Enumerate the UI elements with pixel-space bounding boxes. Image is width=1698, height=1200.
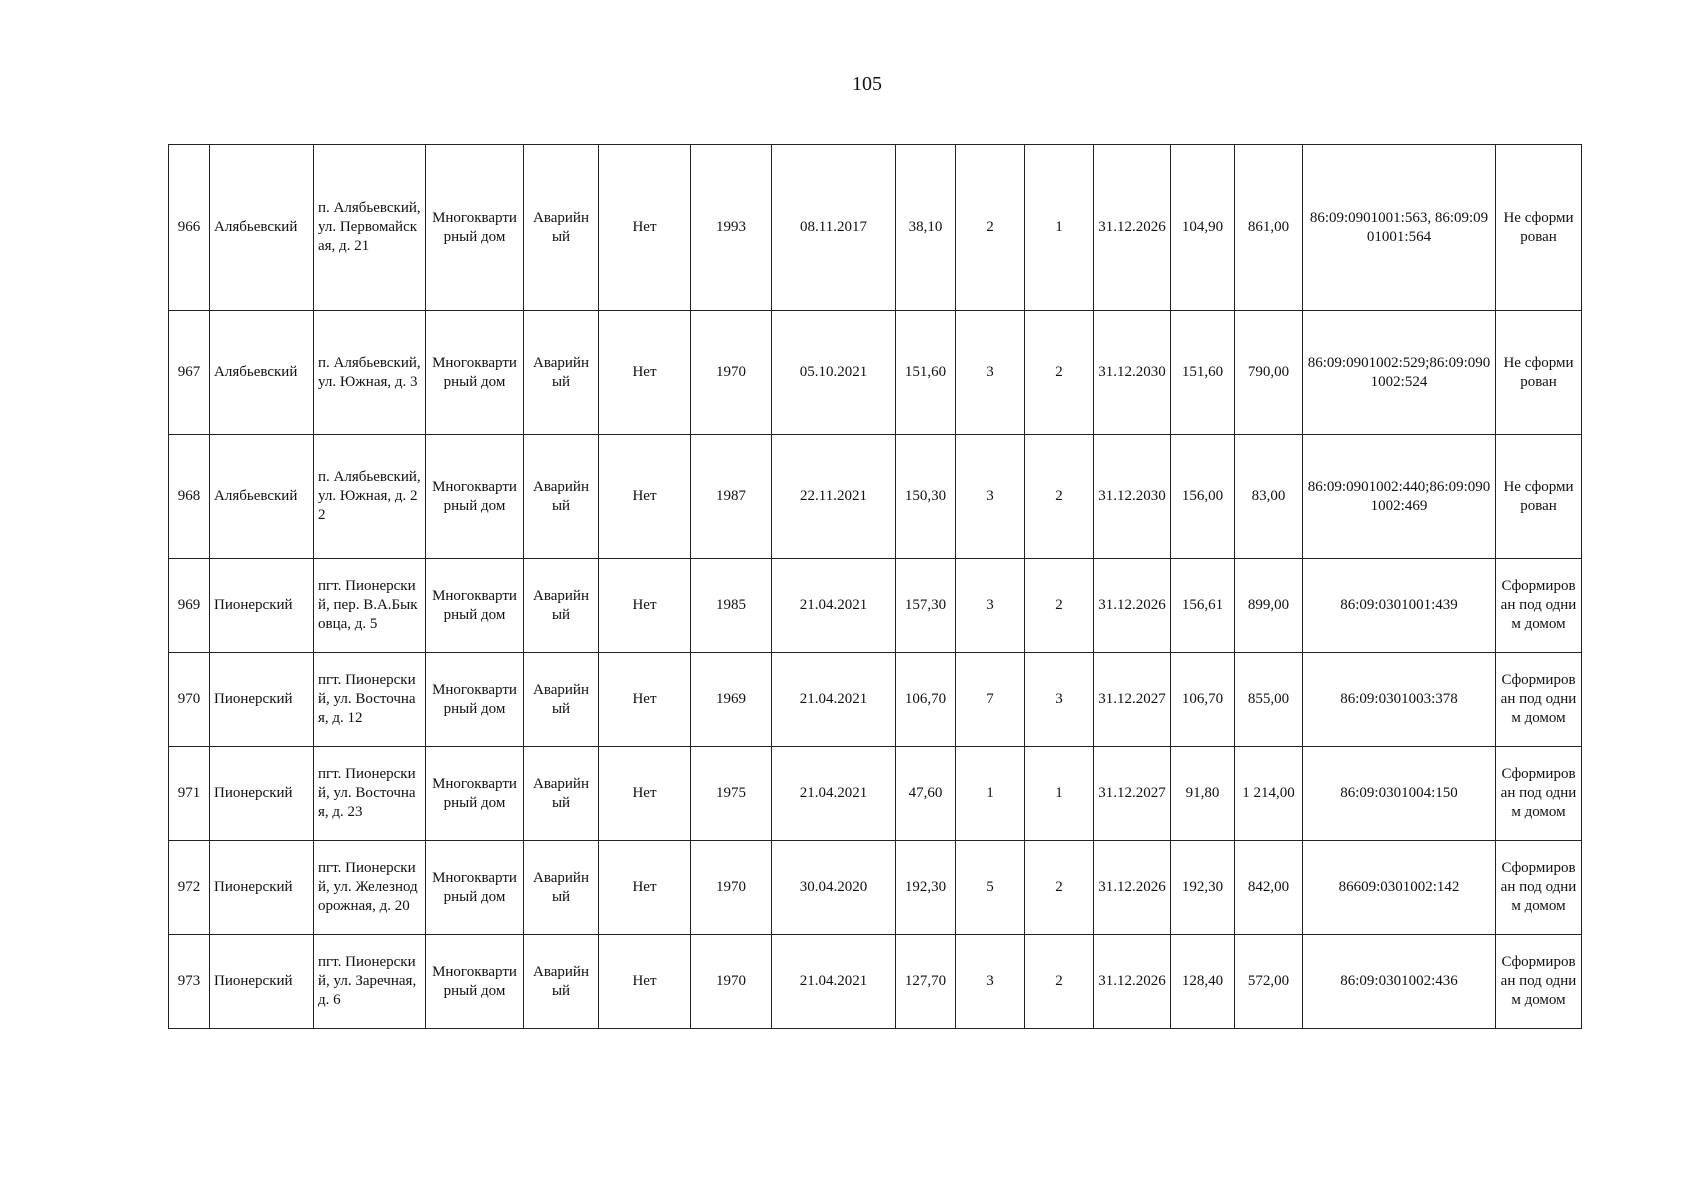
condition-cell: Аварийный <box>524 653 599 747</box>
row-number: 968 <box>169 435 210 559</box>
recognition-date-cell: 22.11.2021 <box>772 435 896 559</box>
flag-cell: Нет <box>599 653 691 747</box>
building-type-cell: Многоквартирный дом <box>426 145 524 311</box>
table-row <box>169 435 1582 559</box>
year-cell: 1993 <box>691 145 772 311</box>
area-cell: 47,60 <box>896 747 956 841</box>
count-cell: 1 <box>1025 145 1094 311</box>
area-cell: 192,30 <box>896 841 956 935</box>
land-plot-status-cell: Сформирован под одним домом <box>1496 559 1582 653</box>
settlement-cell: Пионерский <box>210 841 314 935</box>
land-area-cell: 855,00 <box>1235 653 1303 747</box>
settlement-cell: Алябьевский <box>210 311 314 435</box>
count-cell: 3 <box>956 311 1025 435</box>
building-type-cell: Многоквартирный дом <box>426 559 524 653</box>
condition-cell: Аварийный <box>524 935 599 1029</box>
year-cell: 1987 <box>691 435 772 559</box>
condition-cell: Аварийный <box>524 559 599 653</box>
address-cell: п. Алябьевский, ул. Первомайская, д. 21 <box>314 145 426 311</box>
cadastral-number-cell: 86:09:0301002:436 <box>1303 935 1496 1029</box>
recognition-date-cell: 21.04.2021 <box>772 559 896 653</box>
year-cell: 1970 <box>691 311 772 435</box>
year-cell: 1985 <box>691 559 772 653</box>
settlement-cell: Пионерский <box>210 559 314 653</box>
table-row <box>169 559 1582 653</box>
recognition-date-cell: 08.11.2017 <box>772 145 896 311</box>
table-row <box>169 311 1582 435</box>
land-plot-status-cell: Не сформирован <box>1496 145 1582 311</box>
area-cell: 151,60 <box>896 311 956 435</box>
recognition-date-cell: 30.04.2020 <box>772 841 896 935</box>
cadastral-number-cell: 86609:0301002:142 <box>1303 841 1496 935</box>
recognition-date-cell: 21.04.2021 <box>772 653 896 747</box>
settlement-cell: Алябьевский <box>210 435 314 559</box>
land-area-cell: 1 214,00 <box>1235 747 1303 841</box>
row-number: 971 <box>169 747 210 841</box>
total-area-cell: 128,40 <box>1171 935 1235 1029</box>
resettlement-deadline-cell: 31.12.2027 <box>1094 747 1171 841</box>
address-cell: п. Алябьевский, ул. Южная, д. 22 <box>314 435 426 559</box>
cadastral-number-cell: 86:09:0901001:563, 86:09:0901001:564 <box>1303 145 1496 311</box>
land-area-cell: 572,00 <box>1235 935 1303 1029</box>
condition-cell: Аварийный <box>524 145 599 311</box>
recognition-date-cell: 21.04.2021 <box>772 747 896 841</box>
recognition-date-cell: 05.10.2021 <box>772 311 896 435</box>
resettlement-deadline-cell: 31.12.2030 <box>1094 435 1171 559</box>
address-cell: пгт. Пионерский, ул. Заречная, д. 6 <box>314 935 426 1029</box>
row-number: 970 <box>169 653 210 747</box>
area-cell: 157,30 <box>896 559 956 653</box>
year-cell: 1969 <box>691 653 772 747</box>
resettlement-deadline-cell: 31.12.2030 <box>1094 311 1171 435</box>
cadastral-number-cell: 86:09:0301003:378 <box>1303 653 1496 747</box>
total-area-cell: 156,00 <box>1171 435 1235 559</box>
row-number: 973 <box>169 935 210 1029</box>
cadastral-number-cell: 86:09:0301004:150 <box>1303 747 1496 841</box>
total-area-cell: 192,30 <box>1171 841 1235 935</box>
count-cell: 1 <box>956 747 1025 841</box>
row-number: 966 <box>169 145 210 311</box>
land-area-cell: 899,00 <box>1235 559 1303 653</box>
flag-cell: Нет <box>599 747 691 841</box>
total-area-cell: 151,60 <box>1171 311 1235 435</box>
condition-cell: Аварийный <box>524 747 599 841</box>
land-plot-status-cell: Сформирован под одним домом <box>1496 653 1582 747</box>
total-area-cell: 106,70 <box>1171 653 1235 747</box>
land-area-cell: 861,00 <box>1235 145 1303 311</box>
land-area-cell: 790,00 <box>1235 311 1303 435</box>
flag-cell: Нет <box>599 559 691 653</box>
row-number: 967 <box>169 311 210 435</box>
year-cell: 1970 <box>691 841 772 935</box>
settlement-cell: Пионерский <box>210 653 314 747</box>
housing-registry-table <box>168 144 1582 1029</box>
cadastral-number-cell: 86:09:0901002:529;86:09:0901002:524 <box>1303 311 1496 435</box>
year-cell: 1970 <box>691 935 772 1029</box>
building-type-cell: Многоквартирный дом <box>426 747 524 841</box>
table-row <box>169 935 1582 1029</box>
area-cell: 38,10 <box>896 145 956 311</box>
row-number: 969 <box>169 559 210 653</box>
cadastral-number-cell: 86:09:0901002:440;86:09:0901002:469 <box>1303 435 1496 559</box>
address-cell: п. Алябьевский, ул. Южная, д. 3 <box>314 311 426 435</box>
page-number: 105 <box>852 73 882 95</box>
condition-cell: Аварийный <box>524 841 599 935</box>
address-cell: пгт. Пионерский, ул. Восточная, д. 23 <box>314 747 426 841</box>
settlement-cell: Алябьевский <box>210 145 314 311</box>
land-area-cell: 83,00 <box>1235 435 1303 559</box>
land-plot-status-cell: Сформирован под одним домом <box>1496 747 1582 841</box>
condition-cell: Аварийный <box>524 311 599 435</box>
total-area-cell: 104,90 <box>1171 145 1235 311</box>
count-cell: 3 <box>956 559 1025 653</box>
building-type-cell: Многоквартирный дом <box>426 935 524 1029</box>
flag-cell: Нет <box>599 841 691 935</box>
resettlement-deadline-cell: 31.12.2026 <box>1094 935 1171 1029</box>
area-cell: 127,70 <box>896 935 956 1029</box>
land-plot-status-cell: Сформирован под одним домом <box>1496 935 1582 1029</box>
address-cell: пгт. Пионерский, ул. Железнодорожная, д. 20 <box>314 841 426 935</box>
count-cell: 2 <box>956 145 1025 311</box>
count-cell: 2 <box>1025 559 1094 653</box>
flag-cell: Нет <box>599 145 691 311</box>
building-type-cell: Многоквартирный дом <box>426 311 524 435</box>
count-cell: 3 <box>956 935 1025 1029</box>
building-type-cell: Многоквартирный дом <box>426 653 524 747</box>
table-row <box>169 653 1582 747</box>
count-cell: 2 <box>1025 435 1094 559</box>
count-cell: 2 <box>1025 841 1094 935</box>
building-type-cell: Многоквартирный дом <box>426 841 524 935</box>
land-plot-status-cell: Не сформирован <box>1496 435 1582 559</box>
table-row <box>169 145 1582 311</box>
table-row <box>169 747 1582 841</box>
land-area-cell: 842,00 <box>1235 841 1303 935</box>
resettlement-deadline-cell: 31.12.2026 <box>1094 145 1171 311</box>
area-cell: 106,70 <box>896 653 956 747</box>
year-cell: 1975 <box>691 747 772 841</box>
flag-cell: Нет <box>599 435 691 559</box>
address-cell: пгт. Пионерский, пер. В.А.Быковца, д. 5 <box>314 559 426 653</box>
count-cell: 1 <box>1025 747 1094 841</box>
total-area-cell: 91,80 <box>1171 747 1235 841</box>
count-cell: 2 <box>1025 935 1094 1029</box>
flag-cell: Нет <box>599 311 691 435</box>
building-type-cell: Многоквартирный дом <box>426 435 524 559</box>
resettlement-deadline-cell: 31.12.2027 <box>1094 653 1171 747</box>
count-cell: 3 <box>956 435 1025 559</box>
flag-cell: Нет <box>599 935 691 1029</box>
land-plot-status-cell: Не сформирован <box>1496 311 1582 435</box>
row-number: 972 <box>169 841 210 935</box>
cadastral-number-cell: 86:09:0301001:439 <box>1303 559 1496 653</box>
table-row <box>169 841 1582 935</box>
area-cell: 150,30 <box>896 435 956 559</box>
recognition-date-cell: 21.04.2021 <box>772 935 896 1029</box>
address-cell: пгт. Пионерский, ул. Восточная, д. 12 <box>314 653 426 747</box>
count-cell: 2 <box>1025 311 1094 435</box>
condition-cell: Аварийный <box>524 435 599 559</box>
resettlement-deadline-cell: 31.12.2026 <box>1094 841 1171 935</box>
count-cell: 5 <box>956 841 1025 935</box>
count-cell: 3 <box>1025 653 1094 747</box>
settlement-cell: Пионерский <box>210 935 314 1029</box>
settlement-cell: Пионерский <box>210 747 314 841</box>
resettlement-deadline-cell: 31.12.2026 <box>1094 559 1171 653</box>
land-plot-status-cell: Сформирован под одним домом <box>1496 841 1582 935</box>
total-area-cell: 156,61 <box>1171 559 1235 653</box>
count-cell: 7 <box>956 653 1025 747</box>
